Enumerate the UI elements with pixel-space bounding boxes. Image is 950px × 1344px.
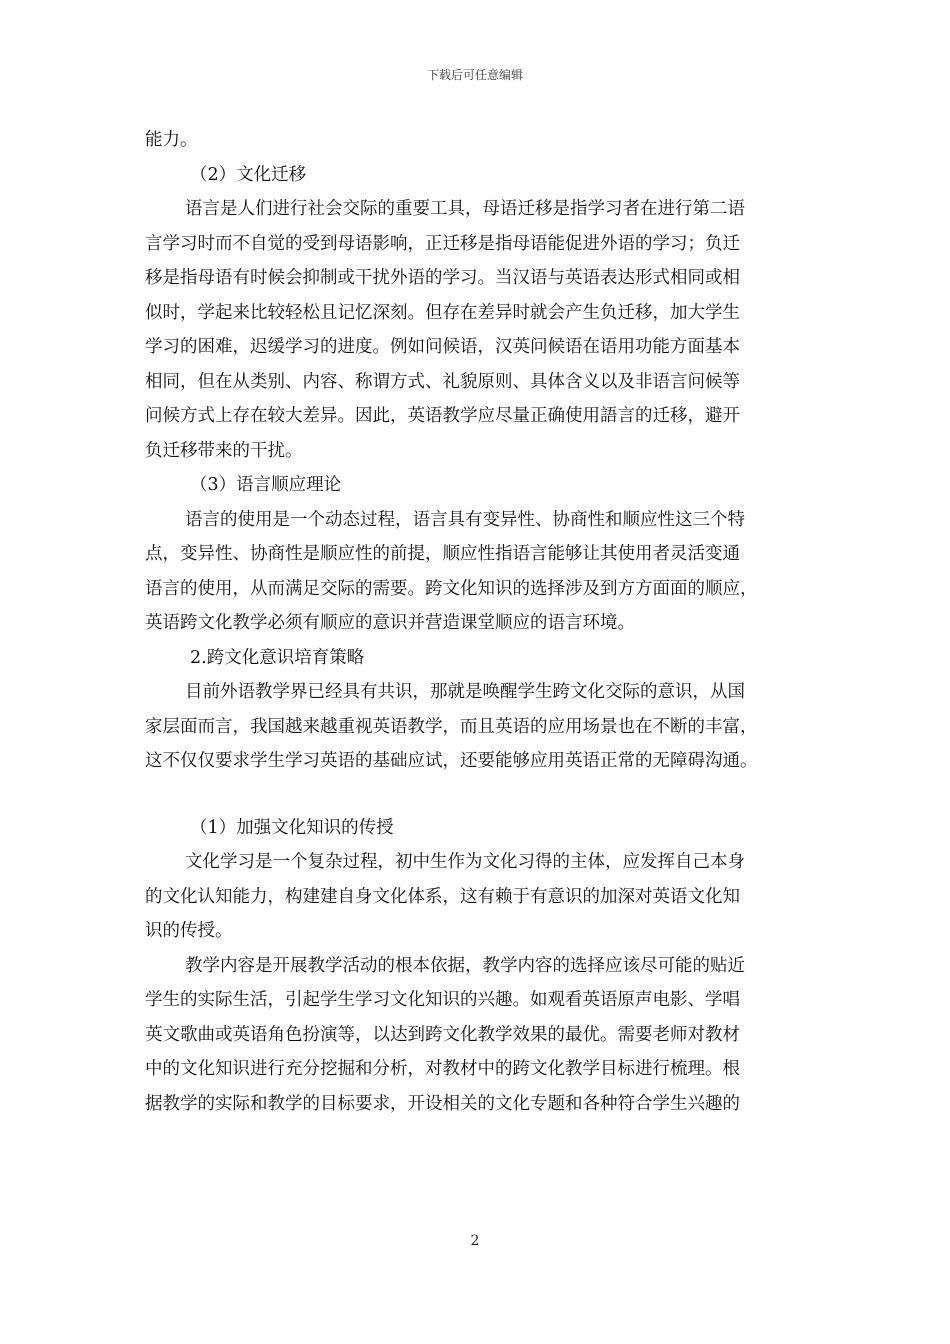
text-line: 目前外语教学界已经具有共识，那就是唤醒学生跨文化交际的意识，从国	[185, 682, 745, 702]
text-line: 的文化认知能力，构建建自身文化体系，这有赖于有意识的加深对英语文化知	[145, 886, 740, 907]
text-line: 英语跨文化教学必须有顺应的意识并营造课堂顺应的语言环境。	[145, 613, 635, 633]
text-line: 教学内容是开展教学活动的根本依据，教学内容的选择应该尽可能的贴近	[185, 955, 745, 976]
text-line: 言学习时而不自觉的受到母语影响，正迁移是指母语能促进外语的学习；负迁	[145, 233, 740, 254]
page-number: 2	[470, 1233, 480, 1249]
page-header: 下载后可任意编辑	[426, 68, 523, 82]
text-line: 问候方式上存在较大差异。因此，英语教学应尽量正确使用語言的迁移，避开	[145, 406, 740, 426]
text-line: 负迁移带来的干扰。	[145, 440, 303, 461]
text-line: 这不仅仅要求学生学习英语的基础应试，还要能够应用英语正常的无障碍沟通。	[145, 751, 758, 771]
subheading-adaptation-theory: （3）语言顺应理论	[190, 475, 342, 495]
text-line: 学生的实际生活，引起学生学习文化知识的兴趣。如观看英语原声电影、学唱	[145, 990, 740, 1010]
text-line: 能力。	[145, 130, 198, 150]
text-line: 家层面而言，我国越来越重视英语教学，而且英语的应用场景也在不断的丰富，	[145, 716, 758, 737]
text-line: 语言的使用是一个动态过程，语言具有变异性、协商性和顺应性这三个特	[185, 509, 745, 530]
subheading-cultural-transfer: （2）文化迁移	[190, 164, 307, 185]
document-body	[145, 123, 813, 1121]
paragraph-gap	[145, 779, 813, 811]
text-line: 语言是人们进行社会交际的重要工具，母语迁移是指学习者在进行第二语	[185, 199, 745, 219]
text-line: 语言的使用，从而满足交际的需要。跨文化知识的选择涉及到方方面面的顺应，	[145, 578, 758, 599]
text-line: 学习的困难，迟缓学习的进度。例如问候语，汉英问候语在语用功能方面基本	[145, 337, 740, 357]
text-line: 英文歌曲或英语角色扮演等，以达到跨文化教学效果的最优。需要老师对教材	[145, 1024, 740, 1045]
text-line: 据教学的实际和教学的目标要求，开设相关的文化专题和各种符合学生兴趣的	[145, 1093, 740, 1114]
text-line: 文化学习是一个复杂过程，初中生作为文化习得的主体，应发挥自己本身	[185, 852, 745, 872]
text-line: 似时，学起来比较轻松且记忆深刻。但存在差异时就会产生负迁移，加大学生	[145, 302, 740, 323]
text-line: 移是指母语有时候会抑制或干扰外语的学习。当汉语与英语表达形式相同或相	[145, 268, 740, 288]
text-line: 中的文化知识进行充分挖掘和分析，对教材中的跨文化教学目标进行梳理。根	[145, 1059, 740, 1079]
text-line: 识的传授。	[145, 921, 233, 941]
heading-intercultural-strategy: 2.跨文化意识培育策略	[190, 647, 365, 668]
text-line: 点，变异性、协商性是顺应性的前提，顺应性指语言能够让其使用者灵活变通	[145, 544, 740, 564]
subheading-cultural-knowledge: （1）加强文化知识的传授	[190, 817, 394, 838]
text-line: 相同，但在从类别、内容、称谓方式、礼貌原则、具体含义以及非语言问候等	[145, 371, 740, 392]
